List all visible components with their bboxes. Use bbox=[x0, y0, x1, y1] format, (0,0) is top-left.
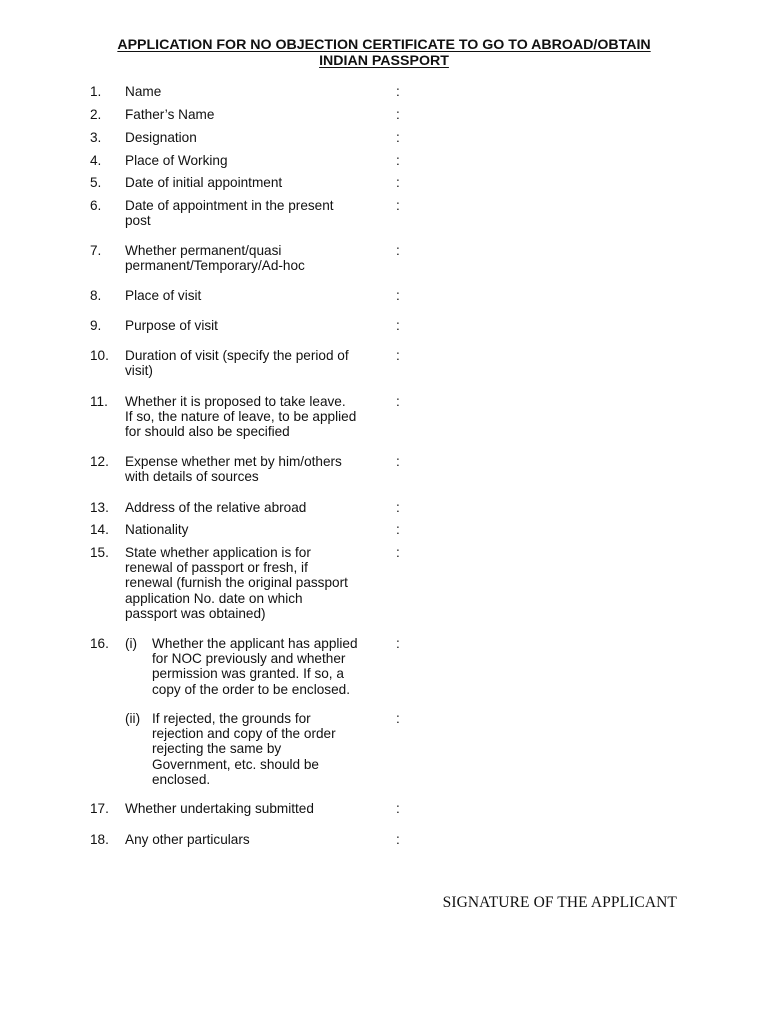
item-number: 14. bbox=[90, 522, 109, 537]
item-label-line: renewal of passport or fresh, if bbox=[125, 560, 308, 576]
item-label-line: Designation bbox=[125, 130, 197, 145]
item-number: 7. bbox=[90, 243, 102, 258]
item-label-line: Father’s Name bbox=[125, 107, 215, 122]
item-label bbox=[125, 394, 390, 440]
item-colon: : bbox=[396, 153, 400, 168]
form-title-line-2: INDIAN PASSPORT bbox=[319, 52, 449, 69]
item-number: 4. bbox=[90, 153, 102, 168]
item-label-line: copy of the order to be enclosed. bbox=[152, 681, 350, 697]
item-colon: : bbox=[396, 348, 400, 363]
item-number: 3. bbox=[90, 130, 102, 145]
item-number: 17. bbox=[90, 801, 109, 816]
item-label bbox=[125, 175, 390, 190]
item-label-line: post bbox=[125, 213, 151, 229]
item-label-line: Name bbox=[125, 84, 162, 99]
item-label-line: rejection and copy of the order bbox=[152, 726, 336, 742]
item-colon: : bbox=[396, 454, 400, 469]
item-number: 10. bbox=[90, 348, 109, 363]
item-label-line: for NOC previously and whether bbox=[152, 651, 346, 667]
item-label-line: enclosed. bbox=[152, 771, 211, 787]
item-label-line: Whether permanent/quasi bbox=[125, 243, 282, 258]
item-colon: : bbox=[396, 636, 400, 651]
item-number: 9. bbox=[90, 318, 102, 333]
applicant-signature-label: SIGNATURE OF THE APPLICANT bbox=[442, 894, 677, 911]
item-label-line: If rejected, the grounds for bbox=[152, 711, 311, 726]
item-label bbox=[125, 545, 390, 621]
item-label bbox=[125, 107, 390, 122]
item-label bbox=[125, 454, 390, 484]
item-label bbox=[125, 198, 390, 228]
item-number: 2. bbox=[90, 107, 102, 122]
item-label bbox=[125, 348, 390, 378]
item-colon: : bbox=[396, 288, 400, 303]
item-label-line: passport was obtained) bbox=[125, 605, 266, 621]
item-label-line: Any other particulars bbox=[125, 832, 250, 847]
item-label-line: visit) bbox=[125, 363, 153, 379]
item-colon: : bbox=[396, 107, 400, 122]
item-label-line: Date of initial appointment bbox=[125, 175, 283, 190]
item-number: 1. bbox=[90, 84, 102, 99]
item-label-line: State whether application is for bbox=[125, 545, 311, 560]
item-colon: : bbox=[396, 130, 400, 145]
item-label bbox=[125, 318, 390, 333]
item-label bbox=[125, 243, 390, 273]
item-label bbox=[125, 522, 390, 537]
item-label bbox=[152, 711, 390, 787]
item-number: 13. bbox=[90, 500, 109, 515]
item-label bbox=[125, 832, 390, 847]
sub-item-marker: (i) bbox=[125, 636, 138, 651]
item-colon: : bbox=[396, 394, 400, 409]
item-label-line: rejecting the same by bbox=[152, 741, 282, 757]
item-colon: : bbox=[396, 801, 400, 816]
item-label-line: Address of the relative abroad bbox=[125, 500, 307, 515]
item-label-line: for should also be specified bbox=[125, 424, 290, 440]
item-label-line: renewal (furnish the original passport bbox=[125, 575, 348, 591]
item-number: 16. bbox=[90, 636, 109, 651]
item-label-line: Expense whether met by him/others bbox=[125, 454, 342, 469]
item-colon: : bbox=[396, 832, 400, 847]
form-title bbox=[70, 38, 698, 69]
item-colon: : bbox=[396, 198, 400, 213]
item-number: 5. bbox=[90, 175, 102, 190]
item-label-line: If so, the nature of leave, to be applied bbox=[125, 409, 357, 425]
item-colon: : bbox=[396, 243, 400, 258]
item-label-line: Place of Working bbox=[125, 153, 228, 168]
item-colon: : bbox=[396, 84, 400, 99]
item-label-line: application No. date on which bbox=[125, 590, 303, 606]
item-label-line: Place of visit bbox=[125, 288, 202, 303]
item-number: 11. bbox=[90, 394, 108, 409]
item-label-line: Nationality bbox=[125, 522, 189, 537]
item-colon: : bbox=[396, 711, 400, 726]
item-label bbox=[125, 130, 390, 145]
item-label-line: Purpose of visit bbox=[125, 318, 218, 333]
item-label bbox=[125, 288, 390, 303]
item-label-line: permission was granted. If so, a bbox=[152, 666, 344, 682]
item-number: 18. bbox=[90, 832, 109, 847]
item-label-line: Whether the applicant has applied bbox=[152, 636, 358, 651]
item-label bbox=[125, 801, 390, 816]
item-label-line: Duration of visit (specify the period of bbox=[125, 348, 349, 363]
item-label-line: Government, etc. should be bbox=[152, 756, 319, 772]
form-title-line-1: APPLICATION FOR NO OBJECTION CERTIFICATE TO GO TO ABROAD/OBTAIN bbox=[117, 37, 651, 53]
item-colon: : bbox=[396, 175, 400, 190]
item-colon: : bbox=[396, 500, 400, 515]
item-label bbox=[152, 636, 390, 697]
item-number: 15. bbox=[90, 545, 109, 560]
item-label-line: Date of appointment in the present bbox=[125, 198, 334, 213]
item-label-line: Whether undertaking submitted bbox=[125, 801, 314, 816]
item-number: 6. bbox=[90, 198, 102, 213]
item-label-line: with details of sources bbox=[125, 469, 259, 485]
item-label-line: Whether it is proposed to take leave. bbox=[125, 394, 346, 409]
item-label bbox=[125, 500, 390, 515]
item-label bbox=[125, 153, 390, 168]
item-colon: : bbox=[396, 318, 400, 333]
sub-item-marker: (ii) bbox=[125, 711, 141, 726]
item-number: 8. bbox=[90, 288, 102, 303]
item-label-line: permanent/Temporary/Ad-hoc bbox=[125, 258, 305, 274]
item-number: 12. bbox=[90, 454, 109, 469]
item-label bbox=[125, 84, 390, 99]
item-colon: : bbox=[396, 522, 400, 537]
item-colon: : bbox=[396, 545, 400, 560]
